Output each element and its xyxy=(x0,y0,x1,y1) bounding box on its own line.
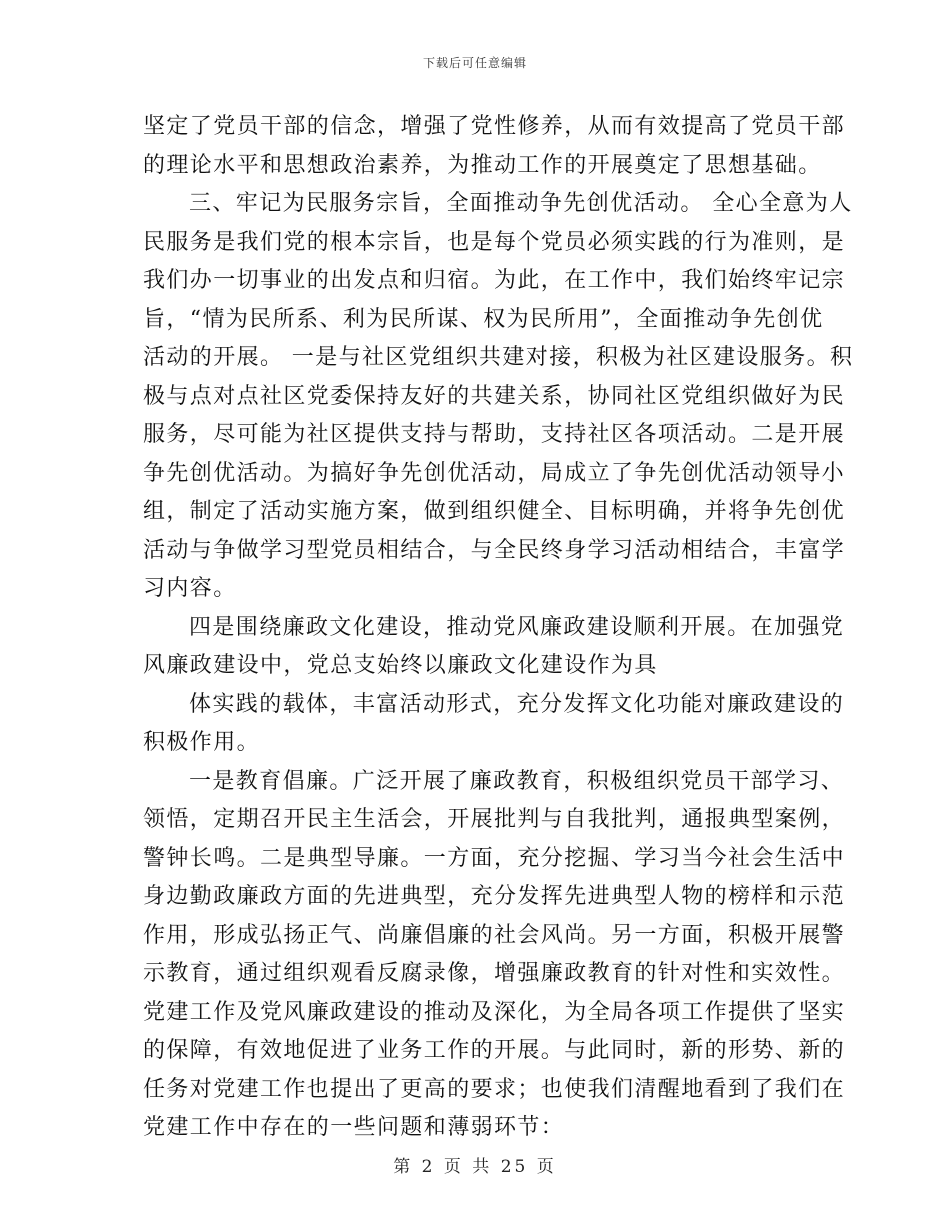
body-line: 极与点对点社区党委保持友好的共建关系，协同社区党组织做好为民 xyxy=(143,383,846,409)
page-header: 下载后可任意编辑 xyxy=(422,56,527,70)
paragraph-heading-line: 四是围绕廉政文化建设，推动党风廉政建设顺利开展。在加强党 xyxy=(189,614,845,640)
body-line: 的理论水平和思想政治素养，为推动工作的开展奠定了思想基础。 xyxy=(143,152,822,178)
body-line: 旨，“情为民所系、利为民所谋、权为民所用”，全面推动争先创优 xyxy=(143,306,824,332)
body-line: 坚定了党员干部的信念，增强了党性修养，从而有效提高了党员干部 xyxy=(143,114,846,139)
paragraph-heading-line: 三、牢记为民服务宗旨，全面推动争先创优活动。 全心全意为人 xyxy=(189,191,853,216)
body-line: 党建工作及党风廉政建设的推动及深化，为全局各项工作提供了坚实 xyxy=(143,999,846,1025)
body-line: 活动与争做学习型党员相结合，与全民终身学习活动相结合，丰富学 xyxy=(143,537,846,563)
body-line: 习内容。 xyxy=(143,576,237,601)
body-line: 示教育，通过组织观看反腐录像，增强廉政教育的针对性和实效性。 xyxy=(143,961,846,986)
body-line: 服务，尽可能为社区提供支持与帮助，支持社区各项活动。二是开展 xyxy=(143,422,846,447)
body-line: 警钟长鸣。二是典型导廉。一方面，充分挖掘、学习当今社会生活中 xyxy=(143,845,846,871)
document-body xyxy=(143,108,854,1148)
body-line: 领悟，定期召开民主生活会，开展批判与自我批判，通报典型案例， xyxy=(143,807,846,832)
body-line: 争先创优活动。为搞好争先创优活动，局成立了争先创优活动领导小 xyxy=(143,460,846,486)
page-number-footer: 第 2 页 共 25 页 xyxy=(393,1157,557,1177)
body-line: 作用，形成弘扬正气、尚廉倡廉的社会风尚。另一方面，积极开展警 xyxy=(143,922,846,948)
body-line: 体实践的载体，丰富活动形式，充分发挥文化功能对廉政建设的 xyxy=(189,691,845,717)
body-line: 组，制定了活动实施方案，做到组织健全、目标明确，并将争先创优 xyxy=(143,499,846,524)
body-line: 积极作用。 xyxy=(143,730,261,755)
body-line: 身边勤政廉政方面的先进典型，充分发挥先进典型人物的榜样和示范 xyxy=(143,884,846,909)
body-line: 任务对党建工作也提出了更高的要求；也使我们清醒地看到了我们在 xyxy=(143,1076,846,1102)
body-line: 民服务是我们党的根本宗旨，也是每个党员必须实践的行为准则，是 xyxy=(143,229,846,255)
body-line: 我们办一切事业的出发点和归宿。为此，在工作中，我们始终牢记宗 xyxy=(143,268,846,293)
paragraph-heading-line: 一是教育倡廉。广泛开展了廉政教育，积极组织党员干部学习、 xyxy=(189,768,845,794)
body-line: 的保障，有效地促进了业务工作的开展。与此同时，新的形势、新的 xyxy=(143,1038,846,1063)
body-line: 党建工作中存在的一些问题和薄弱环节： xyxy=(143,1115,565,1140)
body-line: 活动的开展。 一是与社区党组织共建对接，积极为社区建设服务。积 xyxy=(143,345,854,370)
body-line: 风廉政建设中，党总支始终以廉政文化建设作为具 xyxy=(143,653,658,678)
